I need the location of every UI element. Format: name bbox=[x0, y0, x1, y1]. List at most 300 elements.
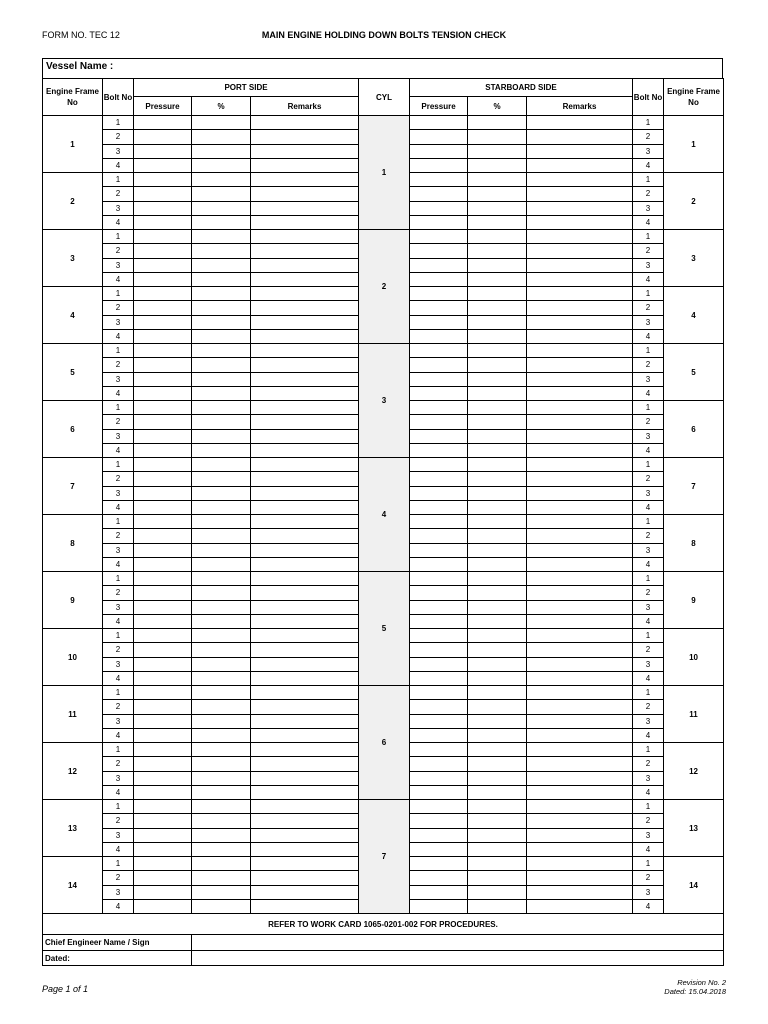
percent-cell-port[interactable] bbox=[192, 885, 251, 899]
remarks-cell-port[interactable] bbox=[251, 201, 359, 215]
pressure-cell-port[interactable] bbox=[134, 401, 192, 415]
remarks-cell-starboard[interactable] bbox=[527, 814, 633, 828]
percent-cell-starboard[interactable] bbox=[468, 671, 527, 685]
percent-cell-port[interactable] bbox=[192, 657, 251, 671]
percent-cell-starboard[interactable] bbox=[468, 372, 527, 386]
percent-cell-starboard[interactable] bbox=[468, 529, 527, 543]
percent-cell-port[interactable] bbox=[192, 586, 251, 600]
remarks-cell-starboard[interactable] bbox=[527, 201, 633, 215]
percent-cell-port[interactable] bbox=[192, 344, 251, 358]
percent-cell-starboard[interactable] bbox=[468, 173, 527, 187]
percent-cell-starboard[interactable] bbox=[468, 244, 527, 258]
percent-cell-port[interactable] bbox=[192, 828, 251, 842]
pressure-cell-port[interactable] bbox=[134, 329, 192, 343]
remarks-cell-port[interactable] bbox=[251, 116, 359, 130]
pressure-cell-port[interactable] bbox=[134, 614, 192, 628]
remarks-cell-starboard[interactable] bbox=[527, 515, 633, 529]
percent-cell-port[interactable] bbox=[192, 614, 251, 628]
remarks-cell-port[interactable] bbox=[251, 287, 359, 301]
percent-cell-port[interactable] bbox=[192, 629, 251, 643]
remarks-cell-starboard[interactable] bbox=[527, 800, 633, 814]
remarks-cell-port[interactable] bbox=[251, 871, 359, 885]
remarks-cell-starboard[interactable] bbox=[527, 700, 633, 714]
pressure-cell-port[interactable] bbox=[134, 443, 192, 457]
remarks-cell-port[interactable] bbox=[251, 857, 359, 871]
remarks-cell-starboard[interactable] bbox=[527, 287, 633, 301]
remarks-cell-port[interactable] bbox=[251, 686, 359, 700]
remarks-cell-port[interactable] bbox=[251, 643, 359, 657]
pressure-cell-starboard[interactable] bbox=[410, 828, 468, 842]
pressure-cell-port[interactable] bbox=[134, 600, 192, 614]
pressure-cell-port[interactable] bbox=[134, 643, 192, 657]
remarks-cell-port[interactable] bbox=[251, 600, 359, 614]
pressure-cell-port[interactable] bbox=[134, 472, 192, 486]
vessel-name-field[interactable] bbox=[42, 58, 723, 78]
pressure-cell-port[interactable] bbox=[134, 842, 192, 856]
percent-cell-starboard[interactable] bbox=[468, 785, 527, 799]
remarks-cell-port[interactable] bbox=[251, 187, 359, 201]
remarks-cell-starboard[interactable] bbox=[527, 130, 633, 144]
percent-cell-port[interactable] bbox=[192, 643, 251, 657]
pressure-cell-starboard[interactable] bbox=[410, 144, 468, 158]
pressure-cell-port[interactable] bbox=[134, 500, 192, 514]
percent-cell-starboard[interactable] bbox=[468, 728, 527, 742]
pressure-cell-port[interactable] bbox=[134, 657, 192, 671]
percent-cell-starboard[interactable] bbox=[468, 700, 527, 714]
pressure-cell-starboard[interactable] bbox=[410, 671, 468, 685]
remarks-cell-port[interactable] bbox=[251, 529, 359, 543]
percent-cell-starboard[interactable] bbox=[468, 557, 527, 571]
pressure-cell-port[interactable] bbox=[134, 130, 192, 144]
percent-cell-port[interactable] bbox=[192, 244, 251, 258]
remarks-cell-port[interactable] bbox=[251, 458, 359, 472]
remarks-cell-starboard[interactable] bbox=[527, 743, 633, 757]
pressure-cell-port[interactable] bbox=[134, 586, 192, 600]
remarks-cell-port[interactable] bbox=[251, 215, 359, 229]
percent-cell-starboard[interactable] bbox=[468, 572, 527, 586]
remarks-cell-port[interactable] bbox=[251, 515, 359, 529]
percent-cell-port[interactable] bbox=[192, 258, 251, 272]
pressure-cell-port[interactable] bbox=[134, 814, 192, 828]
pressure-cell-starboard[interactable] bbox=[410, 486, 468, 500]
remarks-cell-port[interactable] bbox=[251, 258, 359, 272]
pressure-cell-starboard[interactable] bbox=[410, 899, 468, 913]
remarks-cell-starboard[interactable] bbox=[527, 443, 633, 457]
remarks-cell-port[interactable] bbox=[251, 700, 359, 714]
percent-cell-starboard[interactable] bbox=[468, 800, 527, 814]
remarks-cell-port[interactable] bbox=[251, 885, 359, 899]
remarks-cell-starboard[interactable] bbox=[527, 344, 633, 358]
pressure-cell-port[interactable] bbox=[134, 743, 192, 757]
remarks-cell-port[interactable] bbox=[251, 429, 359, 443]
pressure-cell-port[interactable] bbox=[134, 315, 192, 329]
remarks-cell-port[interactable] bbox=[251, 629, 359, 643]
percent-cell-starboard[interactable] bbox=[468, 486, 527, 500]
percent-cell-port[interactable] bbox=[192, 500, 251, 514]
pressure-cell-port[interactable] bbox=[134, 785, 192, 799]
pressure-cell-starboard[interactable] bbox=[410, 386, 468, 400]
pressure-cell-starboard[interactable] bbox=[410, 116, 468, 130]
pressure-cell-port[interactable] bbox=[134, 714, 192, 728]
percent-cell-starboard[interactable] bbox=[468, 158, 527, 172]
percent-cell-port[interactable] bbox=[192, 158, 251, 172]
remarks-cell-starboard[interactable] bbox=[527, 144, 633, 158]
percent-cell-port[interactable] bbox=[192, 372, 251, 386]
percent-cell-port[interactable] bbox=[192, 315, 251, 329]
remarks-cell-starboard[interactable] bbox=[527, 500, 633, 514]
pressure-cell-starboard[interactable] bbox=[410, 258, 468, 272]
remarks-cell-starboard[interactable] bbox=[527, 657, 633, 671]
remarks-cell-starboard[interactable] bbox=[527, 572, 633, 586]
remarks-cell-starboard[interactable] bbox=[527, 671, 633, 685]
percent-cell-starboard[interactable] bbox=[468, 515, 527, 529]
pressure-cell-starboard[interactable] bbox=[410, 543, 468, 557]
percent-cell-port[interactable] bbox=[192, 728, 251, 742]
remarks-cell-starboard[interactable] bbox=[527, 643, 633, 657]
remarks-cell-port[interactable] bbox=[251, 842, 359, 856]
pressure-cell-starboard[interactable] bbox=[410, 287, 468, 301]
percent-cell-port[interactable] bbox=[192, 543, 251, 557]
percent-cell-port[interactable] bbox=[192, 386, 251, 400]
remarks-cell-port[interactable] bbox=[251, 158, 359, 172]
pressure-cell-port[interactable] bbox=[134, 871, 192, 885]
remarks-cell-starboard[interactable] bbox=[527, 386, 633, 400]
percent-cell-starboard[interactable] bbox=[468, 743, 527, 757]
remarks-cell-starboard[interactable] bbox=[527, 486, 633, 500]
pressure-cell-starboard[interactable] bbox=[410, 614, 468, 628]
dated-field[interactable] bbox=[192, 951, 724, 966]
remarks-cell-port[interactable] bbox=[251, 657, 359, 671]
pressure-cell-starboard[interactable] bbox=[410, 515, 468, 529]
remarks-cell-port[interactable] bbox=[251, 244, 359, 258]
pressure-cell-starboard[interactable] bbox=[410, 629, 468, 643]
remarks-cell-port[interactable] bbox=[251, 144, 359, 158]
remarks-cell-port[interactable] bbox=[251, 272, 359, 286]
pressure-cell-starboard[interactable] bbox=[410, 401, 468, 415]
percent-cell-port[interactable] bbox=[192, 686, 251, 700]
remarks-cell-starboard[interactable] bbox=[527, 329, 633, 343]
pressure-cell-starboard[interactable] bbox=[410, 344, 468, 358]
pressure-cell-port[interactable] bbox=[134, 372, 192, 386]
remarks-cell-starboard[interactable] bbox=[527, 472, 633, 486]
pressure-cell-port[interactable] bbox=[134, 429, 192, 443]
pressure-cell-starboard[interactable] bbox=[410, 572, 468, 586]
pressure-cell-port[interactable] bbox=[134, 572, 192, 586]
pressure-cell-starboard[interactable] bbox=[410, 230, 468, 244]
percent-cell-port[interactable] bbox=[192, 215, 251, 229]
pressure-cell-starboard[interactable] bbox=[410, 315, 468, 329]
percent-cell-starboard[interactable] bbox=[468, 429, 527, 443]
pressure-cell-starboard[interactable] bbox=[410, 458, 468, 472]
percent-cell-port[interactable] bbox=[192, 857, 251, 871]
percent-cell-starboard[interactable] bbox=[468, 443, 527, 457]
remarks-cell-starboard[interactable] bbox=[527, 842, 633, 856]
percent-cell-starboard[interactable] bbox=[468, 187, 527, 201]
remarks-cell-port[interactable] bbox=[251, 757, 359, 771]
pressure-cell-starboard[interactable] bbox=[410, 700, 468, 714]
percent-cell-starboard[interactable] bbox=[468, 500, 527, 514]
percent-cell-starboard[interactable] bbox=[468, 714, 527, 728]
pressure-cell-port[interactable] bbox=[134, 800, 192, 814]
percent-cell-port[interactable] bbox=[192, 201, 251, 215]
percent-cell-starboard[interactable] bbox=[468, 614, 527, 628]
remarks-cell-starboard[interactable] bbox=[527, 173, 633, 187]
remarks-cell-port[interactable] bbox=[251, 173, 359, 187]
pressure-cell-port[interactable] bbox=[134, 215, 192, 229]
percent-cell-port[interactable] bbox=[192, 230, 251, 244]
remarks-cell-port[interactable] bbox=[251, 785, 359, 799]
percent-cell-starboard[interactable] bbox=[468, 600, 527, 614]
remarks-cell-starboard[interactable] bbox=[527, 543, 633, 557]
pressure-cell-port[interactable] bbox=[134, 515, 192, 529]
pressure-cell-starboard[interactable] bbox=[410, 443, 468, 457]
pressure-cell-starboard[interactable] bbox=[410, 686, 468, 700]
percent-cell-starboard[interactable] bbox=[468, 828, 527, 842]
percent-cell-starboard[interactable] bbox=[468, 458, 527, 472]
percent-cell-starboard[interactable] bbox=[468, 686, 527, 700]
remarks-cell-starboard[interactable] bbox=[527, 315, 633, 329]
pressure-cell-port[interactable] bbox=[134, 557, 192, 571]
remarks-cell-starboard[interactable] bbox=[527, 785, 633, 799]
remarks-cell-starboard[interactable] bbox=[527, 258, 633, 272]
pressure-cell-port[interactable] bbox=[134, 344, 192, 358]
pressure-cell-starboard[interactable] bbox=[410, 714, 468, 728]
pressure-cell-port[interactable] bbox=[134, 543, 192, 557]
percent-cell-port[interactable] bbox=[192, 515, 251, 529]
pressure-cell-port[interactable] bbox=[134, 201, 192, 215]
pressure-cell-starboard[interactable] bbox=[410, 158, 468, 172]
remarks-cell-port[interactable] bbox=[251, 130, 359, 144]
percent-cell-starboard[interactable] bbox=[468, 757, 527, 771]
pressure-cell-port[interactable] bbox=[134, 287, 192, 301]
percent-cell-starboard[interactable] bbox=[468, 386, 527, 400]
percent-cell-starboard[interactable] bbox=[468, 116, 527, 130]
pressure-cell-starboard[interactable] bbox=[410, 842, 468, 856]
pressure-cell-port[interactable] bbox=[134, 671, 192, 685]
remarks-cell-port[interactable] bbox=[251, 230, 359, 244]
remarks-cell-port[interactable] bbox=[251, 344, 359, 358]
remarks-cell-port[interactable] bbox=[251, 329, 359, 343]
remarks-cell-port[interactable] bbox=[251, 486, 359, 500]
remarks-cell-port[interactable] bbox=[251, 301, 359, 315]
percent-cell-port[interactable] bbox=[192, 358, 251, 372]
percent-cell-port[interactable] bbox=[192, 700, 251, 714]
remarks-cell-port[interactable] bbox=[251, 743, 359, 757]
remarks-cell-port[interactable] bbox=[251, 671, 359, 685]
remarks-cell-starboard[interactable] bbox=[527, 187, 633, 201]
percent-cell-starboard[interactable] bbox=[468, 301, 527, 315]
pressure-cell-port[interactable] bbox=[134, 700, 192, 714]
remarks-cell-port[interactable] bbox=[251, 800, 359, 814]
pressure-cell-port[interactable] bbox=[134, 358, 192, 372]
percent-cell-port[interactable] bbox=[192, 899, 251, 913]
remarks-cell-port[interactable] bbox=[251, 586, 359, 600]
percent-cell-port[interactable] bbox=[192, 116, 251, 130]
percent-cell-starboard[interactable] bbox=[468, 344, 527, 358]
pressure-cell-starboard[interactable] bbox=[410, 429, 468, 443]
pressure-cell-starboard[interactable] bbox=[410, 244, 468, 258]
percent-cell-starboard[interactable] bbox=[468, 358, 527, 372]
remarks-cell-port[interactable] bbox=[251, 771, 359, 785]
pressure-cell-port[interactable] bbox=[134, 458, 192, 472]
percent-cell-port[interactable] bbox=[192, 842, 251, 856]
percent-cell-port[interactable] bbox=[192, 301, 251, 315]
remarks-cell-starboard[interactable] bbox=[527, 857, 633, 871]
pressure-cell-starboard[interactable] bbox=[410, 201, 468, 215]
pressure-cell-port[interactable] bbox=[134, 158, 192, 172]
percent-cell-starboard[interactable] bbox=[468, 230, 527, 244]
percent-cell-port[interactable] bbox=[192, 529, 251, 543]
pressure-cell-starboard[interactable] bbox=[410, 187, 468, 201]
pressure-cell-starboard[interactable] bbox=[410, 301, 468, 315]
percent-cell-port[interactable] bbox=[192, 814, 251, 828]
pressure-cell-port[interactable] bbox=[134, 486, 192, 500]
remarks-cell-starboard[interactable] bbox=[527, 244, 633, 258]
remarks-cell-starboard[interactable] bbox=[527, 600, 633, 614]
remarks-cell-starboard[interactable] bbox=[527, 728, 633, 742]
percent-cell-starboard[interactable] bbox=[468, 201, 527, 215]
percent-cell-port[interactable] bbox=[192, 743, 251, 757]
pressure-cell-port[interactable] bbox=[134, 728, 192, 742]
pressure-cell-starboard[interactable] bbox=[410, 130, 468, 144]
percent-cell-port[interactable] bbox=[192, 800, 251, 814]
percent-cell-port[interactable] bbox=[192, 130, 251, 144]
pressure-cell-starboard[interactable] bbox=[410, 600, 468, 614]
percent-cell-port[interactable] bbox=[192, 415, 251, 429]
pressure-cell-port[interactable] bbox=[134, 629, 192, 643]
remarks-cell-port[interactable] bbox=[251, 714, 359, 728]
remarks-cell-starboard[interactable] bbox=[527, 230, 633, 244]
pressure-cell-starboard[interactable] bbox=[410, 472, 468, 486]
remarks-cell-starboard[interactable] bbox=[527, 614, 633, 628]
remarks-cell-port[interactable] bbox=[251, 401, 359, 415]
percent-cell-port[interactable] bbox=[192, 401, 251, 415]
pressure-cell-starboard[interactable] bbox=[410, 657, 468, 671]
remarks-cell-starboard[interactable] bbox=[527, 401, 633, 415]
percent-cell-starboard[interactable] bbox=[468, 472, 527, 486]
pressure-cell-starboard[interactable] bbox=[410, 372, 468, 386]
percent-cell-starboard[interactable] bbox=[468, 415, 527, 429]
percent-cell-starboard[interactable] bbox=[468, 643, 527, 657]
remarks-cell-starboard[interactable] bbox=[527, 771, 633, 785]
remarks-cell-starboard[interactable] bbox=[527, 158, 633, 172]
pressure-cell-starboard[interactable] bbox=[410, 757, 468, 771]
pressure-cell-port[interactable] bbox=[134, 173, 192, 187]
percent-cell-starboard[interactable] bbox=[468, 629, 527, 643]
percent-cell-port[interactable] bbox=[192, 329, 251, 343]
pressure-cell-starboard[interactable] bbox=[410, 743, 468, 757]
percent-cell-port[interactable] bbox=[192, 472, 251, 486]
pressure-cell-port[interactable] bbox=[134, 272, 192, 286]
pressure-cell-starboard[interactable] bbox=[410, 358, 468, 372]
percent-cell-port[interactable] bbox=[192, 600, 251, 614]
remarks-cell-starboard[interactable] bbox=[527, 828, 633, 842]
percent-cell-port[interactable] bbox=[192, 173, 251, 187]
chief-engineer-field[interactable] bbox=[192, 935, 724, 951]
remarks-cell-starboard[interactable] bbox=[527, 586, 633, 600]
percent-cell-port[interactable] bbox=[192, 714, 251, 728]
remarks-cell-starboard[interactable] bbox=[527, 529, 633, 543]
remarks-cell-port[interactable] bbox=[251, 814, 359, 828]
remarks-cell-starboard[interactable] bbox=[527, 429, 633, 443]
percent-cell-starboard[interactable] bbox=[468, 899, 527, 913]
remarks-cell-starboard[interactable] bbox=[527, 714, 633, 728]
percent-cell-starboard[interactable] bbox=[468, 258, 527, 272]
pressure-cell-starboard[interactable] bbox=[410, 415, 468, 429]
percent-cell-port[interactable] bbox=[192, 458, 251, 472]
pressure-cell-starboard[interactable] bbox=[410, 272, 468, 286]
pressure-cell-port[interactable] bbox=[134, 386, 192, 400]
remarks-cell-starboard[interactable] bbox=[527, 885, 633, 899]
pressure-cell-starboard[interactable] bbox=[410, 885, 468, 899]
remarks-cell-port[interactable] bbox=[251, 358, 359, 372]
percent-cell-starboard[interactable] bbox=[468, 315, 527, 329]
percent-cell-starboard[interactable] bbox=[468, 329, 527, 343]
pressure-cell-starboard[interactable] bbox=[410, 557, 468, 571]
pressure-cell-port[interactable] bbox=[134, 899, 192, 913]
remarks-cell-port[interactable] bbox=[251, 543, 359, 557]
pressure-cell-starboard[interactable] bbox=[410, 586, 468, 600]
pressure-cell-port[interactable] bbox=[134, 757, 192, 771]
percent-cell-port[interactable] bbox=[192, 671, 251, 685]
pressure-cell-starboard[interactable] bbox=[410, 500, 468, 514]
pressure-cell-starboard[interactable] bbox=[410, 857, 468, 871]
percent-cell-port[interactable] bbox=[192, 572, 251, 586]
pressure-cell-port[interactable] bbox=[134, 885, 192, 899]
pressure-cell-port[interactable] bbox=[134, 244, 192, 258]
percent-cell-starboard[interactable] bbox=[468, 885, 527, 899]
pressure-cell-port[interactable] bbox=[134, 187, 192, 201]
remarks-cell-port[interactable] bbox=[251, 557, 359, 571]
remarks-cell-starboard[interactable] bbox=[527, 215, 633, 229]
remarks-cell-starboard[interactable] bbox=[527, 372, 633, 386]
percent-cell-starboard[interactable] bbox=[468, 543, 527, 557]
remarks-cell-starboard[interactable] bbox=[527, 899, 633, 913]
remarks-cell-starboard[interactable] bbox=[527, 871, 633, 885]
remarks-cell-port[interactable] bbox=[251, 443, 359, 457]
pressure-cell-port[interactable] bbox=[134, 828, 192, 842]
pressure-cell-starboard[interactable] bbox=[410, 173, 468, 187]
remarks-cell-port[interactable] bbox=[251, 500, 359, 514]
percent-cell-port[interactable] bbox=[192, 771, 251, 785]
percent-cell-starboard[interactable] bbox=[468, 401, 527, 415]
remarks-cell-port[interactable] bbox=[251, 572, 359, 586]
remarks-cell-port[interactable] bbox=[251, 386, 359, 400]
percent-cell-port[interactable] bbox=[192, 144, 251, 158]
pressure-cell-starboard[interactable] bbox=[410, 529, 468, 543]
remarks-cell-port[interactable] bbox=[251, 415, 359, 429]
percent-cell-starboard[interactable] bbox=[468, 657, 527, 671]
remarks-cell-starboard[interactable] bbox=[527, 301, 633, 315]
percent-cell-starboard[interactable] bbox=[468, 272, 527, 286]
remarks-cell-port[interactable] bbox=[251, 315, 359, 329]
remarks-cell-starboard[interactable] bbox=[527, 272, 633, 286]
percent-cell-starboard[interactable] bbox=[468, 871, 527, 885]
percent-cell-port[interactable] bbox=[192, 757, 251, 771]
remarks-cell-port[interactable] bbox=[251, 899, 359, 913]
percent-cell-port[interactable] bbox=[192, 557, 251, 571]
percent-cell-port[interactable] bbox=[192, 486, 251, 500]
pressure-cell-starboard[interactable] bbox=[410, 728, 468, 742]
remarks-cell-starboard[interactable] bbox=[527, 629, 633, 643]
pressure-cell-port[interactable] bbox=[134, 771, 192, 785]
percent-cell-port[interactable] bbox=[192, 871, 251, 885]
percent-cell-starboard[interactable] bbox=[468, 771, 527, 785]
pressure-cell-port[interactable] bbox=[134, 857, 192, 871]
remarks-cell-starboard[interactable] bbox=[527, 757, 633, 771]
percent-cell-starboard[interactable] bbox=[468, 130, 527, 144]
pressure-cell-port[interactable] bbox=[134, 230, 192, 244]
